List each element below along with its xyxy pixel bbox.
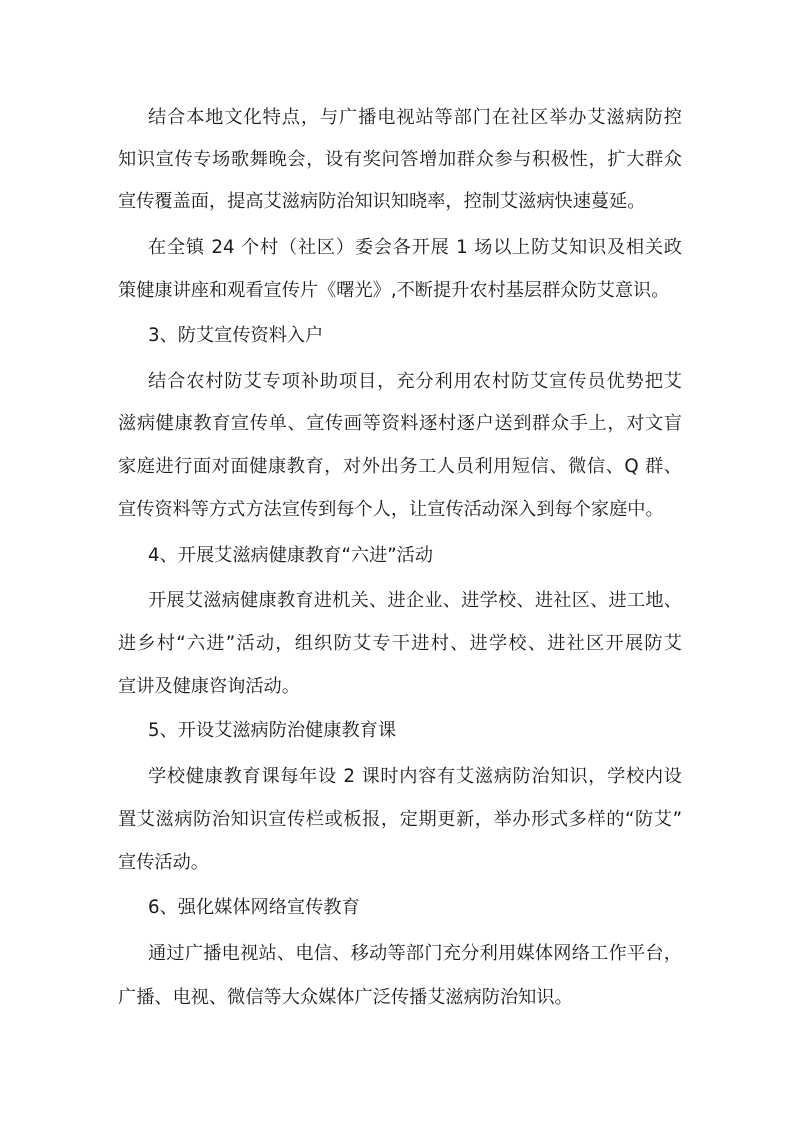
paragraph-line: 宣传覆盖面，提高艾滋病防治知识知晓率，控制艾滋病快速蔓延。 <box>118 191 646 212</box>
paragraph-line: 广播、电视、微信等大众媒体广泛传播艾滋病防治知识。 <box>118 987 573 1008</box>
section-heading: 3、防艾宣传资料入户 <box>148 325 324 346</box>
paragraph-line: 结合农村防艾专项补助项目，充分利用农村防艾宣传员优势把艾 <box>148 371 682 392</box>
section-heading: 4、开展艾滋病健康教育“六进”活动 <box>148 545 434 566</box>
paragraph-line: 在全镇 24 个村（社区）委会各开展 1 场以上防艾知识及相关政 <box>148 237 682 258</box>
paragraph-line: 知识宣传专场歌舞晚会，设有奖问答增加群众参与积极性，扩大群众 <box>118 149 682 170</box>
paragraph-line: 家庭进行面对面健康教育，对外出务工人员利用短信、微信、Q 群、 <box>118 456 682 477</box>
paragraph-line: 策健康讲座和观看宣传片《曙光》,不断提升农村基层群众防艾意识。 <box>118 280 670 301</box>
paragraph-line: 宣传活动。 <box>118 852 209 873</box>
section-heading: 5、开设艾滋病防治健康教育课 <box>148 720 397 741</box>
paragraph-line: 滋病健康教育宣传单、宣传画等资料逐村逐户送到群众手上，对文盲 <box>118 413 682 434</box>
section-heading: 6、强化媒体网络宣传教育 <box>148 897 360 918</box>
paragraph-line: 开展艾滋病健康教育进机关、进企业、进学校、进社区、进工地、 <box>148 590 682 611</box>
paragraph-line: 宣传资料等方式方法宣传到每个人，让宣传活动深入到每个家庭中。 <box>118 499 664 520</box>
paragraph-line: 结合本地文化特点，与广播电视站等部门在社区举办艾滋病防控 <box>148 107 682 128</box>
paragraph-line: 宣讲及健康咨询活动。 <box>118 676 300 697</box>
paragraph-line: 置艾滋病防治知识宣传栏或板报，定期更新，举办形式多样的“防艾” <box>118 809 682 830</box>
paragraph-line: 通过广播电视站、电信、移动等部门充分利用媒体网络工作平台， <box>148 943 682 964</box>
paragraph-line: 学校健康教育课每年设 2 课时内容有艾滋病防治知识，学校内设 <box>148 766 682 787</box>
paragraph-line: 进乡村“六进”活动，组织防艾专干进村、进学校、进社区开展防艾 <box>118 633 682 654</box>
